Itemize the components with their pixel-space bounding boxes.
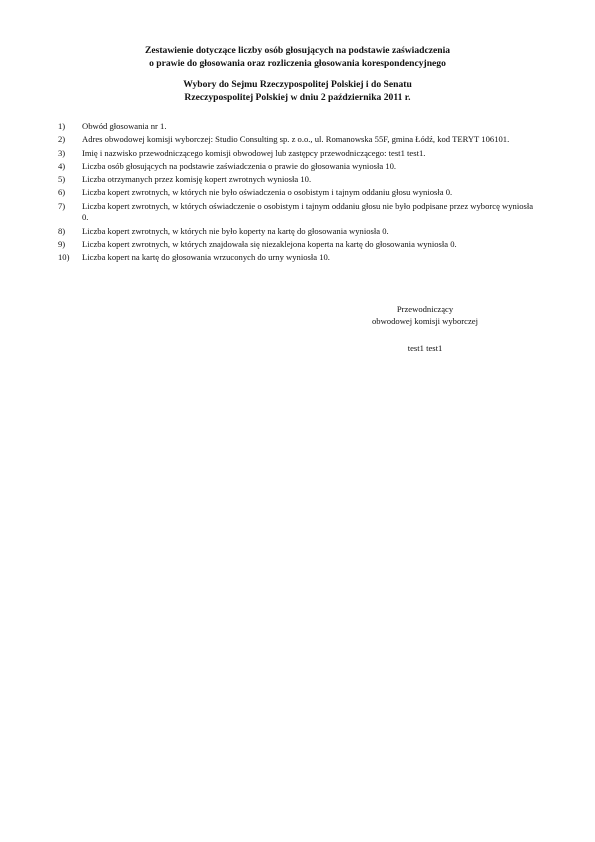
item-text: Liczba otrzymanych przez komisję kopert zwrotnych wyniosła 10.	[82, 174, 312, 185]
list-item	[58, 187, 538, 199]
item-text: Liczba osób głosujących na podstawie zaświadczenia o prawie do głosowania wyniosła 10.	[82, 160, 397, 171]
list-item	[58, 134, 538, 146]
list-item	[58, 226, 538, 238]
signature-block	[345, 303, 505, 354]
item-number: 9)	[58, 238, 66, 249]
title-line: Zestawienie dotyczące liczby osób głosujących na podstawie zaświadczenia	[144, 45, 451, 56]
signature-role-detail: obwodowej komisji wyborczej	[372, 316, 478, 326]
election-heading	[0, 78, 595, 104]
item-text: Obwód głosowania nr 1.	[82, 121, 167, 131]
item-text: Imię i nazwisko przewodniczącego komisji obwodowej lub zastępcy przewodniczącego: test1 test1.	[82, 147, 426, 158]
document-title	[0, 44, 595, 70]
item-number: 10)	[58, 252, 70, 263]
list-item	[58, 252, 538, 264]
item-number: 4)	[58, 160, 66, 171]
item-number: 6)	[58, 187, 66, 198]
signature-name: test1 test1	[407, 343, 443, 353]
item-number: 3)	[58, 147, 66, 158]
title-line: o prawie do głosowania oraz rozliczenia głosowania korespondencyjnego	[149, 58, 446, 69]
list-item	[58, 121, 538, 133]
list-item	[58, 201, 538, 224]
item-text: Liczba kopert zwrotnych, w których oświadczenie o osobistym i tajnym oddaniu głosu nie było podpisane przez wyborcę wyniosła 0.	[82, 200, 534, 223]
item-number: 7)	[58, 200, 66, 211]
election-line: Wybory do Sejmu Rzeczypospolitej Polskiej i do Senatu	[183, 79, 412, 90]
list-item	[58, 239, 538, 251]
list-item	[58, 148, 538, 160]
list-item	[58, 161, 538, 173]
item-text: Liczba kopert na kartę do głosowania wrzuconych do urny wyniosła 10.	[82, 252, 330, 263]
item-text: Adres obwodowej komisji wyborczej: Studio Consulting sp. z o.o., ul. Romanowska 55F, gmina Łódź, kod TERYT 106101.	[82, 134, 510, 145]
item-text: Liczba kopert zwrotnych, w których znajdowała się niezaklejona koperta na kartę do głosowania wyniosła 0.	[82, 238, 457, 249]
signature-role: Przewodniczący	[396, 304, 454, 314]
item-number: 1)	[58, 121, 66, 131]
item-text: Liczba kopert zwrotnych, w których nie było koperty na kartę do głosowania wyniosła 0.	[82, 225, 389, 236]
list-item	[58, 174, 538, 186]
item-text: Liczba kopert zwrotnych, w których nie było oświadczenia o osobistym i tajnym oddaniu głosu wyniosła 0.	[82, 187, 453, 198]
item-number: 2)	[58, 134, 66, 145]
item-number: 8)	[58, 225, 66, 236]
election-line: Rzeczypospolitej Polskiej w dniu 2 października 2011 r.	[184, 92, 411, 103]
item-number: 5)	[58, 174, 66, 185]
statement-list	[58, 121, 538, 265]
